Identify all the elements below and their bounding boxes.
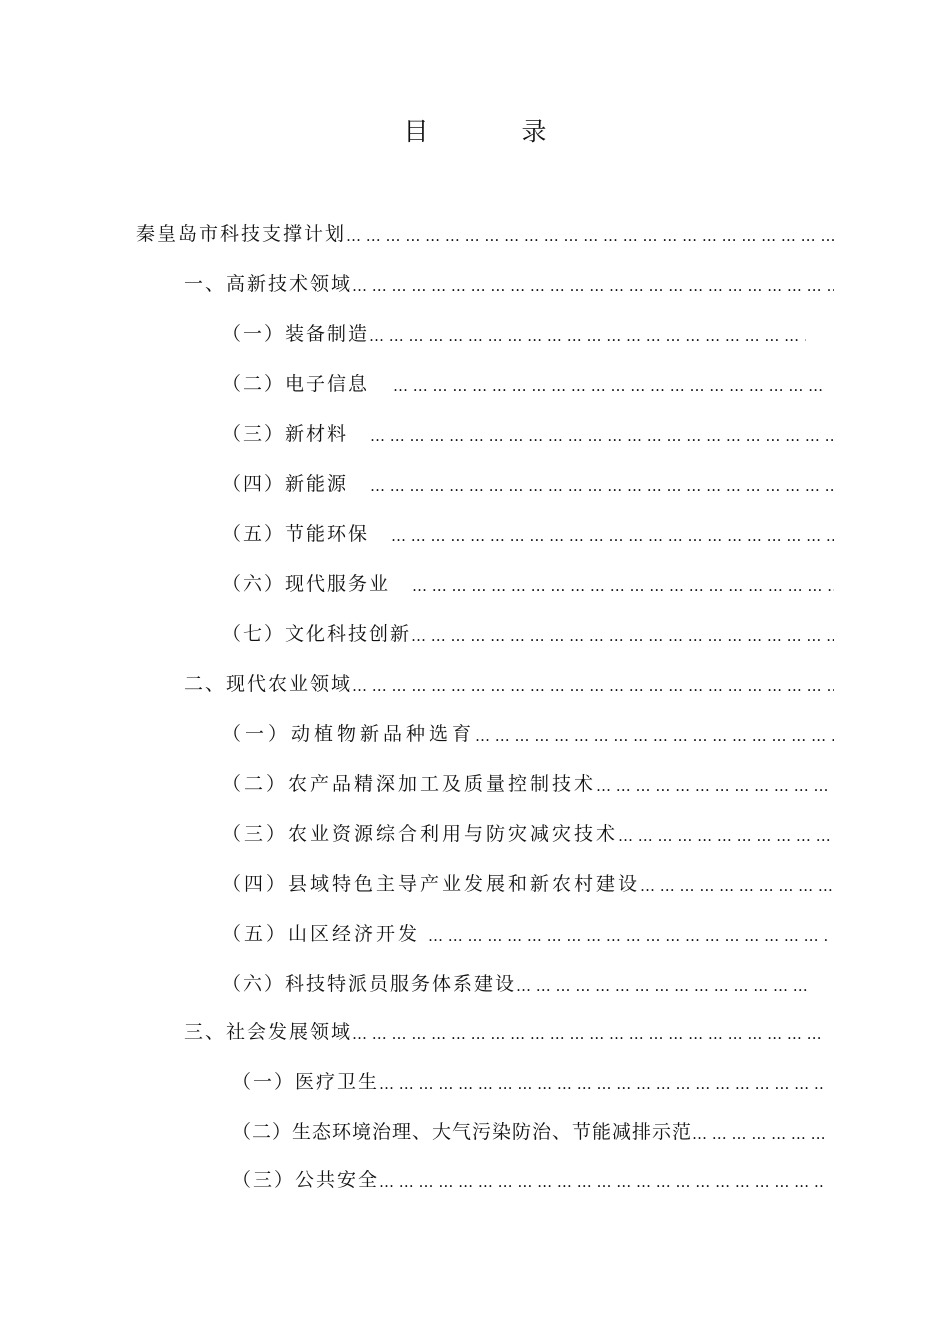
toc-entry[interactable]	[222, 868, 834, 900]
toc-dot-leader	[393, 372, 826, 400]
toc-entry-label: 秦皇岛市科技支撑计划	[136, 223, 347, 245]
toc-entry[interactable]	[222, 968, 812, 1000]
toc-dot-leader	[352, 672, 834, 700]
toc-entry[interactable]	[232, 1116, 824, 1148]
toc-entry-label: （三）公共安全	[232, 1169, 380, 1191]
toc-entry[interactable]	[222, 318, 806, 350]
toc-dot-leader	[475, 722, 834, 750]
toc-entry-label: （四）县域特色主导产业发展和新农村建设	[222, 873, 641, 895]
toc-entry[interactable]	[184, 668, 834, 700]
toc-dot-leader	[411, 622, 834, 650]
toc-dot-leader	[428, 922, 828, 950]
toc-entry[interactable]	[232, 1066, 824, 1098]
toc-dot-leader	[412, 572, 834, 600]
toc-dot-leader	[516, 972, 812, 1000]
toc-entry-label: （三）新材料	[222, 423, 349, 445]
toc-entry[interactable]	[222, 568, 834, 600]
toc-entry-label: 一、高新技术领域	[184, 273, 353, 295]
toc-dot-leader	[369, 322, 806, 350]
toc-dot-leader	[692, 1120, 824, 1148]
toc-dot-leader	[352, 1020, 822, 1048]
toc-entry[interactable]	[222, 718, 834, 750]
toc-dot-leader	[370, 422, 834, 450]
toc-entry-label: （二）电子信息	[222, 373, 370, 395]
toc-entry-label: （七）文化科技创新	[222, 623, 412, 645]
toc-entry[interactable]	[222, 618, 834, 650]
toc-entry-label: （一）动植物新品种选育	[222, 723, 476, 745]
toc-entry[interactable]	[222, 768, 834, 800]
toc-dot-leader	[370, 472, 834, 500]
toc-entry[interactable]	[222, 418, 834, 450]
toc-entry[interactable]	[232, 1164, 824, 1196]
toc-entry-label: （二）生态环境治理、大气污染防治、节能减排示范	[232, 1121, 693, 1143]
toc-dot-leader	[379, 1070, 824, 1098]
toc-dot-leader	[640, 872, 834, 900]
toc-dot-leader	[379, 1168, 824, 1196]
toc-entry-label: （二）农产品精深加工及质量控制技术	[222, 773, 597, 795]
toc-entry[interactable]	[222, 918, 828, 950]
toc-entry-label: （五）山区经济开发	[222, 923, 421, 945]
toc-entry[interactable]	[222, 368, 826, 400]
toc-entry-label: 二、现代农业领域	[184, 673, 353, 695]
toc-entry[interactable]	[222, 468, 834, 500]
toc-dot-leader	[346, 222, 834, 250]
toc-entry-label: （六）现代服务业	[222, 573, 391, 595]
toc-dot-leader	[352, 272, 834, 300]
toc-entry[interactable]	[136, 218, 834, 250]
toc-entry-label: （三）农业资源综合利用与防灾减灾技术	[222, 823, 619, 845]
toc-entry[interactable]	[222, 518, 834, 550]
toc-entry-label: （一）装备制造	[222, 323, 370, 345]
toc-entry[interactable]	[184, 268, 834, 300]
toc-entry-label: （五）节能环保	[222, 523, 370, 545]
page-title: 目 录	[403, 117, 581, 146]
toc-entry-label: 三、社会发展领域	[184, 1021, 353, 1043]
toc-entry[interactable]	[222, 818, 834, 850]
toc-entry-label: （四）新能源	[222, 473, 349, 495]
toc-dot-leader	[391, 522, 834, 550]
toc-entry-label: （一）医疗卫生	[232, 1071, 380, 1093]
toc-dot-leader	[618, 822, 834, 850]
toc-entry-label: （六）科技特派员服务体系建设	[222, 973, 517, 995]
toc-dot-leader	[596, 772, 834, 800]
toc-entry[interactable]	[184, 1016, 822, 1048]
